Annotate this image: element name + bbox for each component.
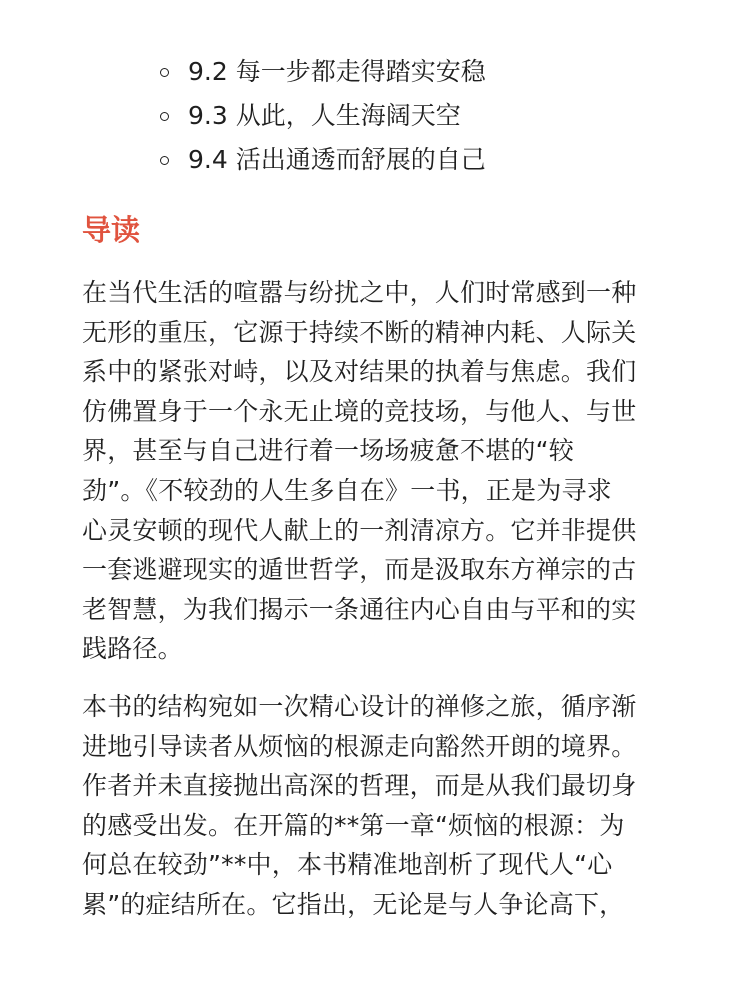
circle-bullet-icon xyxy=(160,68,169,77)
paragraph-line: 本书的结构宛如一次精心设计的禅修之旅，循序渐 xyxy=(82,692,637,721)
paragraph xyxy=(82,273,672,669)
paragraph-line: 进地引导读者从烦恼的根源走向豁然开朗的境界。 xyxy=(82,731,637,761)
paragraph-line: 在当代生活的喧嚣与纷扰之中，人们时常感到一种 xyxy=(82,278,637,307)
toc-item-label: 9.4 活出通透而舒展的自己 xyxy=(188,145,486,174)
paragraph-line: 累”的症结所在。它指出，无论是与人争论高下， xyxy=(82,889,625,919)
paragraph-line: 老智慧，为我们揭示一条通往内心自由与平和的实 xyxy=(82,594,637,624)
paragraph-line: 何总在较劲”**中，本书精准地剖析了现代人“心 xyxy=(82,850,613,880)
paragraph xyxy=(82,687,672,925)
table-of-contents xyxy=(160,50,486,182)
circle-bullet-icon xyxy=(160,156,169,165)
section-heading: 导读 xyxy=(82,213,141,247)
paragraph-line: 劲”。《不较劲的人生多自在》一书，正是为寻求 xyxy=(82,475,612,505)
paragraph-line: 践路径。 xyxy=(82,634,183,664)
paragraph-line: 一套逃避现实的遁世哲学，而是汲取东方禅宗的古 xyxy=(82,555,637,585)
paragraph-line: 仿佛置身于一个永无止境的竞技场，与他人、与世 xyxy=(82,396,637,426)
paragraph-line: 无形的重压，它源于持续不断的精神内耗、人际关 xyxy=(82,317,637,347)
circle-bullet-icon xyxy=(160,112,169,121)
paragraph-line: 系中的紧张对峙，以及对结果的执着与焦虑。我们 xyxy=(82,357,637,387)
toc-item-label: 9.3 从此，人生海阔天空 xyxy=(188,101,461,130)
toc-item[interactable] xyxy=(160,50,486,94)
toc-item-label: 9.2 每一步都走得踏实安稳 xyxy=(188,57,486,86)
toc-item[interactable] xyxy=(160,138,486,182)
paragraph-line: 心灵安顿的现代人献上的一剂清凉方。它并非提供 xyxy=(82,515,637,545)
paragraph-line: 的感受出发。在开篇的**第一章“烦恼的根源：为 xyxy=(82,810,625,840)
paragraph-line: 作者并未直接抛出高深的哲理，而是从我们最切身 xyxy=(82,771,637,801)
paragraph-line: 界，甚至与自己进行着一场场疲惫不堪的“较 xyxy=(82,436,574,466)
toc-item[interactable] xyxy=(160,94,486,138)
